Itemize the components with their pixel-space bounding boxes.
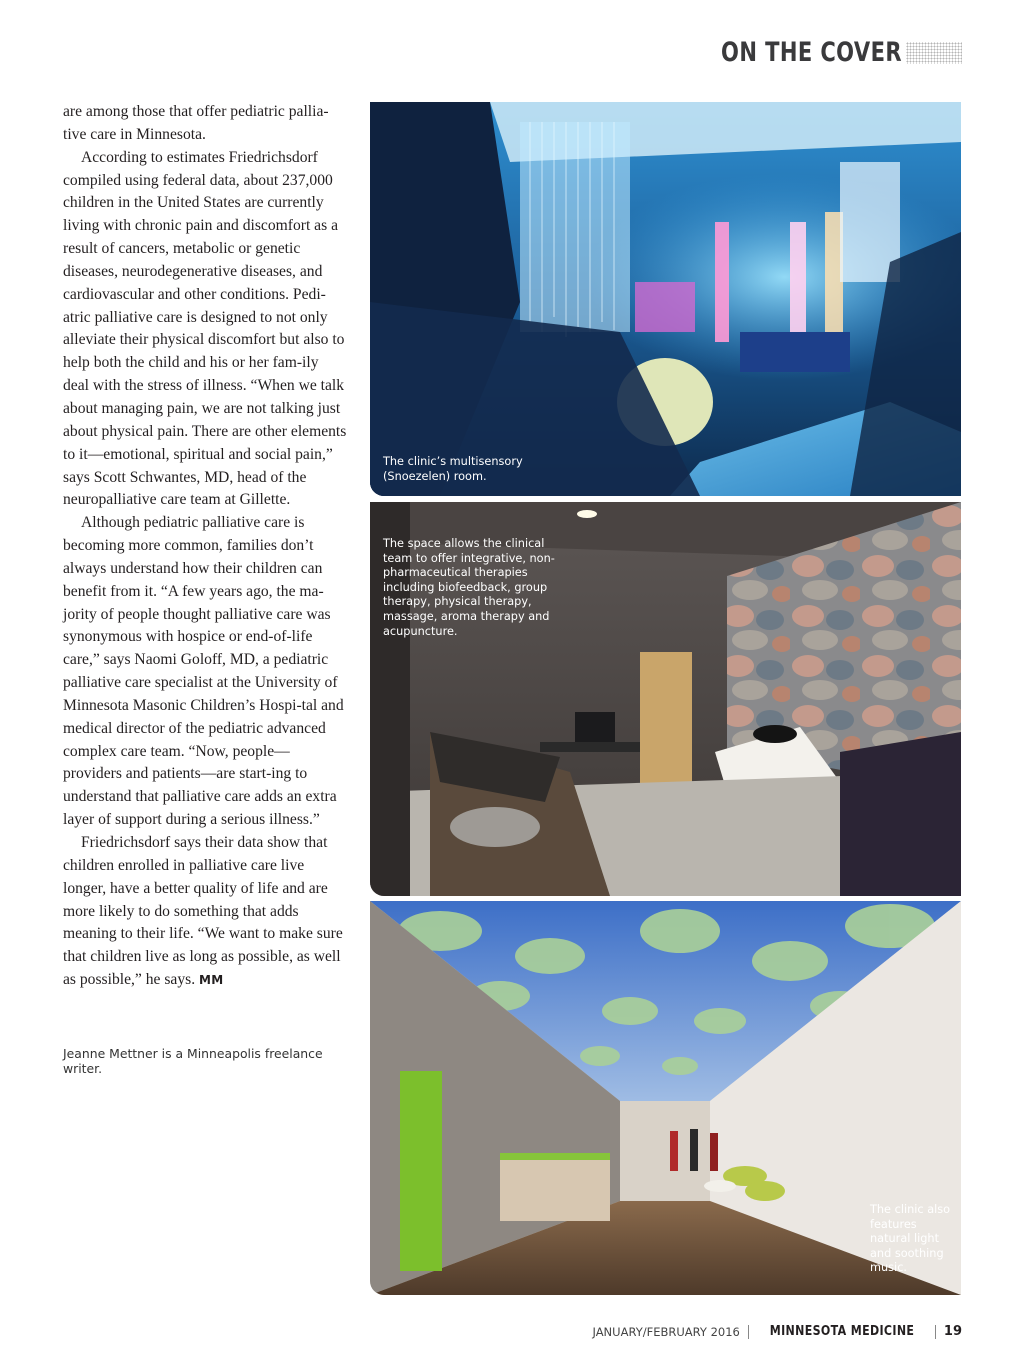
section-title: ON THE COVER	[721, 37, 902, 68]
footer-divider	[935, 1325, 936, 1339]
photo1-caption: The clinic’s multisensory (Snoezelen) room.	[383, 455, 523, 483]
page-footer	[593, 1324, 963, 1339]
issue-date: JANUARY/FEBRUARY 2016	[592, 1324, 740, 1339]
photo3-caption: The clinic also features natural light and soothing music.	[870, 1203, 951, 1275]
article-paragraph: According to estimates Friedrichsdorf compiled using federal data, about 237,000 children in the United States are currently living with chronic pain and discomfort as a result of cancers, metabolic or genetic diseases, neurodegenerative diseases, and cardiovascular and other conditions. Pedi-atric palliative care is designed to not only alleviate their physical discomfort but also to help both the child and his or her fam-ily deal with the stress of illness. “When we talk about managing pain, we are not talking just about physical pain. There are other elements to it—emotional, spiritual and social pain,” says Scott Schwantes, MD, head of the neuropalliative care team at Gillette.	[63, 148, 347, 509]
end-mark: MM	[199, 973, 224, 988]
photo2-caption: The space allows the clinical team to offer integrative, non-pharmaceutical therapies including biofeedback, group therapy, physical therapy, massage, aroma therapy and acupuncture.	[383, 537, 555, 638]
article-paragraph: Friedrichsdorf says their data show that children enrolled in palliative care live longer, have a better quality of life and are more likely to do something that adds meaning to their life. “We want to make sure that children live as long as possible, as well as possible,” he says. MM	[63, 834, 343, 989]
footer-divider	[748, 1325, 749, 1339]
photo-multisensory-room	[370, 102, 961, 496]
page-number: 19	[943, 1324, 962, 1339]
section-dot-pattern	[906, 42, 962, 64]
article-paragraph: are among those that offer pediatric pallia-tive care in Minnesota.	[63, 103, 329, 143]
author-byline: Jeanne Mettner is a Minneapolis freelance writer.	[63, 1046, 323, 1076]
magazine-name: MINNESOTA MEDICINE	[769, 1324, 915, 1339]
section-header	[670, 38, 962, 68]
photo-hallway	[370, 901, 961, 1295]
multisensory-room-image	[370, 102, 961, 496]
article-paragraph: Although pediatric palliative care is becoming more common, families don’t always understand how their children can benefit from it. “A few years ago, the ma-jority of people thought palliative care was synonymous with hospice or end-of-life care,” says Naomi Goloff, MD, a pediatric palliative care specialist at the University of Minnesota Masonic Children’s Hospi-tal and medical director of the pediatric advanced complex care team. “Now, people—providers and patients—are start-ing to understand that palliative care adds an extra layer of support during a serious illness.”	[63, 514, 344, 829]
photo-therapy-room	[370, 502, 961, 896]
article-body	[63, 101, 347, 992]
